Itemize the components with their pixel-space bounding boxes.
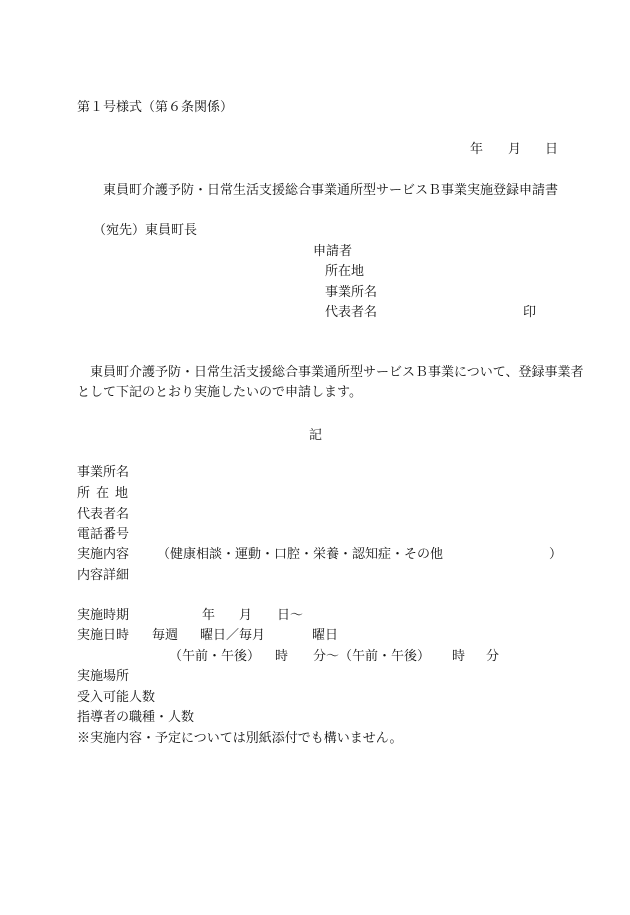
date-year-label: 年 <box>470 142 484 157</box>
field-content-close-paren: ） <box>549 547 563 562</box>
addressee: （宛先）東員町長 <box>93 223 198 238</box>
time-minute-to: 分 <box>486 649 500 664</box>
time-hour-from: 時 <box>275 649 289 664</box>
datetime-weekday-label: 曜日 <box>312 628 339 643</box>
field-address-label: 所在地 <box>77 486 135 501</box>
document-title: 東員町介護予防・日常生活支援総合事業通所型サービスＢ事業実施登録申請書 <box>103 183 559 198</box>
field-capacity-label: 受入可能人数 <box>77 690 156 705</box>
form-number: 第１号様式（第６条関係） <box>77 100 234 115</box>
date-month-label: 月 <box>508 142 522 157</box>
field-content-options: （健康相談・運動・口腔・栄養・認知症・その他 <box>157 547 444 562</box>
field-phone-label: 電話番号 <box>77 527 130 542</box>
time-hour-to: 時 <box>452 649 466 664</box>
period-year-label: 年 <box>202 608 216 623</box>
period-month-label: 月 <box>239 608 253 623</box>
period-day-from-label: 日～ <box>277 608 304 623</box>
field-representative-label: 代表者名 <box>77 507 130 522</box>
field-detail-label: 内容詳細 <box>77 568 130 583</box>
applicant-representative-label: 代表者名 <box>325 305 378 320</box>
ki-heading: 記 <box>309 428 323 443</box>
time-ampm-from: （午前・午後） <box>169 649 261 664</box>
attachment-note: ※実施内容・予定については別紙添付でも構いません。 <box>77 731 403 746</box>
applicant-office-label: 事業所名 <box>325 285 378 300</box>
seal-mark: 印 <box>523 305 537 320</box>
field-content-label: 実施内容 <box>77 547 130 562</box>
body-text-line-2: として下記のとおり実施したいので申請します。 <box>77 385 362 400</box>
time-minute-to-ampm: 分～（午前・午後） <box>313 649 431 664</box>
datetime-weekly-label: 毎週 <box>152 628 179 643</box>
field-period-label: 実施時期 <box>77 608 130 623</box>
date-day-label: 日 <box>545 142 559 157</box>
body-text-line-1: 東員町介護予防・日常生活支援総合事業通所型サービスＢ事業について、登録事業者 <box>90 365 584 380</box>
field-office-label: 事業所名 <box>77 465 130 480</box>
field-staff-label: 指導者の職種・人数 <box>77 710 195 725</box>
applicant-address-label: 所在地 <box>325 264 365 279</box>
applicant-label: 申請者 <box>313 244 353 259</box>
field-place-label: 実施場所 <box>77 669 130 684</box>
field-datetime-label: 実施日時 <box>77 628 130 643</box>
datetime-weekday-monthly-label: 曜日／毎月 <box>200 628 266 643</box>
